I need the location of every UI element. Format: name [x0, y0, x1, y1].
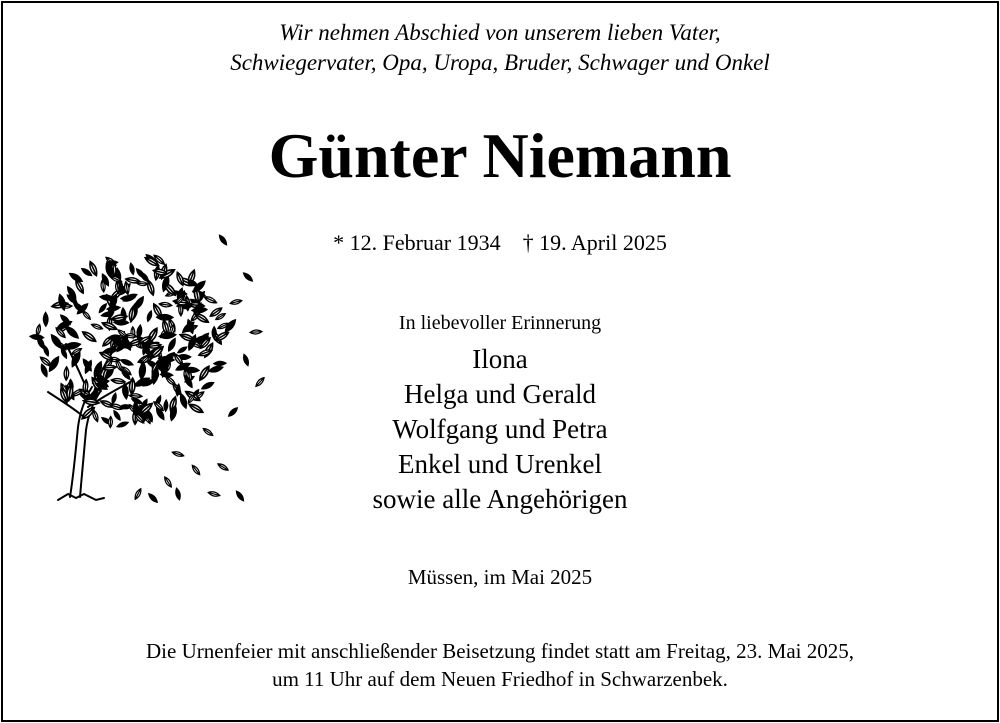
intro-line-1: Wir nehmen Abschied von unserem lieben Vater,: [279, 20, 721, 45]
windblown-tree-icon: [18, 232, 268, 504]
mourner-entry: Helga und Gerald: [404, 379, 596, 409]
ceremony-info: [0, 637, 1000, 693]
mourner-entry: Enkel und Urenkel: [398, 449, 602, 479]
place-and-date: Müssen, im Mai 2025: [407, 565, 593, 589]
ceremony-line-2: um 11 Uhr auf dem Neuen Friedhof in Schwarzenbek.: [272, 667, 728, 691]
intro-text: [0, 18, 1000, 78]
ceremony-line-1: Die Urnenfeier mit anschließender Beisetzung findet statt am Freitag, 23. Mai 2025,: [146, 639, 854, 663]
deceased-name: Günter Niemann: [268, 120, 732, 191]
birth-date: * 12. Februar 1934: [333, 230, 501, 255]
death-date: † 19. April 2025: [522, 230, 667, 255]
mourner-entry: Wolfgang und Petra: [392, 414, 608, 444]
mourner-entry: sowie alle Angehörigen: [372, 484, 628, 514]
intro-line-2: Schwiegervater, Opa, Uropa, Bruder, Schwager und Onkel: [230, 50, 770, 75]
mourner-entry: Ilona: [472, 344, 528, 374]
memory-line: In liebevoller Erinnerung: [398, 312, 602, 334]
